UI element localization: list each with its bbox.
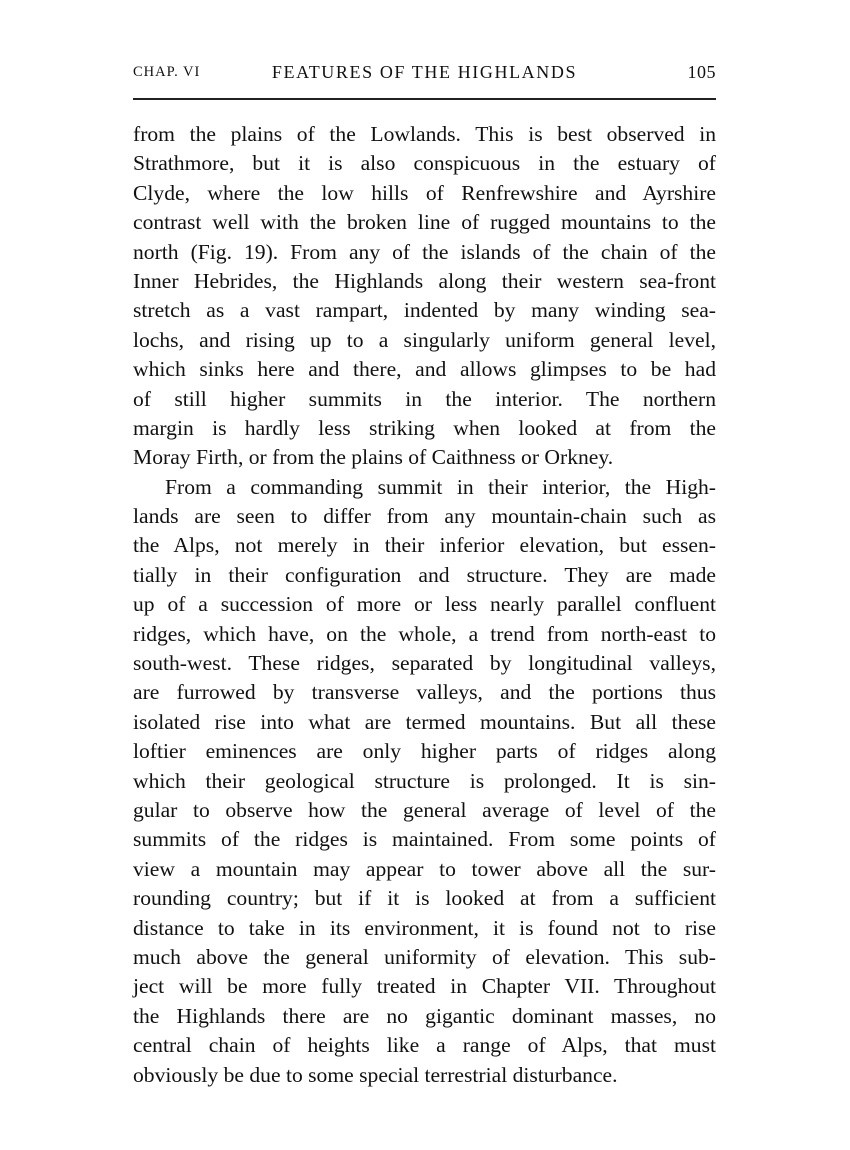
running-head bbox=[133, 60, 716, 90]
text-line: summits of the ridges is maintained. From some points of bbox=[133, 827, 716, 852]
text-line: view a mountain may appear to tower above all the sur- bbox=[133, 856, 716, 881]
text-line: obviously be due to some special terrestrial disturbance. bbox=[133, 1062, 618, 1087]
text-line: are furrowed by transverse valleys, and the portions thus bbox=[133, 680, 716, 705]
text-line: the Highlands there are no gigantic dominant masses, no bbox=[133, 1003, 716, 1028]
text-line: margin is hardly less striking when looked at from the bbox=[133, 415, 716, 440]
text-line: contrast well with the broken line of rugged mountains to the bbox=[133, 210, 716, 235]
text-line: ridges, which have, on the whole, a trend from north-east to bbox=[133, 621, 716, 646]
text-line: south-west. These ridges, separated by longitudinal valleys, bbox=[133, 651, 716, 676]
text-line: Inner Hebrides, the Highlands along their western sea-front bbox=[133, 268, 716, 293]
text-line: stretch as a vast rampart, indented by many winding sea- bbox=[133, 298, 716, 323]
body-text bbox=[133, 120, 716, 1090]
page-title: FEATURES OF THE HIGHLANDS bbox=[271, 62, 578, 82]
text-line: north (Fig. 19). From any of the islands of the chain of the bbox=[133, 239, 716, 264]
text-line: gular to observe how the general average of level of the bbox=[133, 797, 716, 822]
text-line: lands are seen to differ from any mountain-chain such as bbox=[133, 504, 716, 529]
text-line: which sinks here and there, and allows glimpses to be had bbox=[133, 357, 716, 382]
text-line: of still higher summits in the interior. The northern bbox=[133, 386, 716, 411]
page-number: 105 bbox=[687, 62, 716, 82]
chapter-label: CHAP. VI bbox=[133, 64, 201, 80]
text-line: much above the general uniformity of elevation. This sub- bbox=[133, 944, 716, 969]
text-line: from the plains of the Lowlands. This is best observed in bbox=[133, 122, 716, 146]
book-page bbox=[133, 60, 716, 1090]
text-line: lochs, and rising up to a singularly uniform general level, bbox=[133, 327, 716, 352]
text-line: up of a succession of more or less nearly parallel confluent bbox=[133, 592, 716, 617]
text-line: central chain of heights like a range of Alps, that must bbox=[133, 1033, 716, 1058]
text-line: the Alps, not merely in their inferior elevation, but essen- bbox=[133, 533, 716, 558]
paragraph bbox=[133, 120, 716, 473]
text-line: tially in their configuration and structure. They are made bbox=[133, 562, 716, 587]
text-line: Moray Firth, or from the plains of Caithness or Orkney. bbox=[133, 445, 614, 470]
text-line: isolated rise into what are termed mountains. But all these bbox=[133, 709, 716, 734]
paragraph bbox=[133, 473, 716, 1090]
text-line: which their geological structure is prolonged. It is sin- bbox=[133, 768, 716, 793]
text-line: Strathmore, but it is also conspicuous in the estuary of bbox=[133, 151, 716, 176]
header-rule bbox=[133, 98, 716, 100]
text-line: loftier eminences are only higher parts of ridges along bbox=[133, 739, 716, 764]
text-line: rounding country; but if it is looked at from a sufficient bbox=[133, 886, 716, 911]
text-line: Clyde, where the low hills of Renfrewshire and Ayrshire bbox=[133, 180, 716, 205]
text-line: ject will be more fully treated in Chapter VII. Throughout bbox=[133, 974, 716, 999]
text-line: distance to take in its environment, it is found not to rise bbox=[133, 915, 716, 940]
text-line: From a commanding summit in their interior, the High- bbox=[165, 474, 716, 499]
